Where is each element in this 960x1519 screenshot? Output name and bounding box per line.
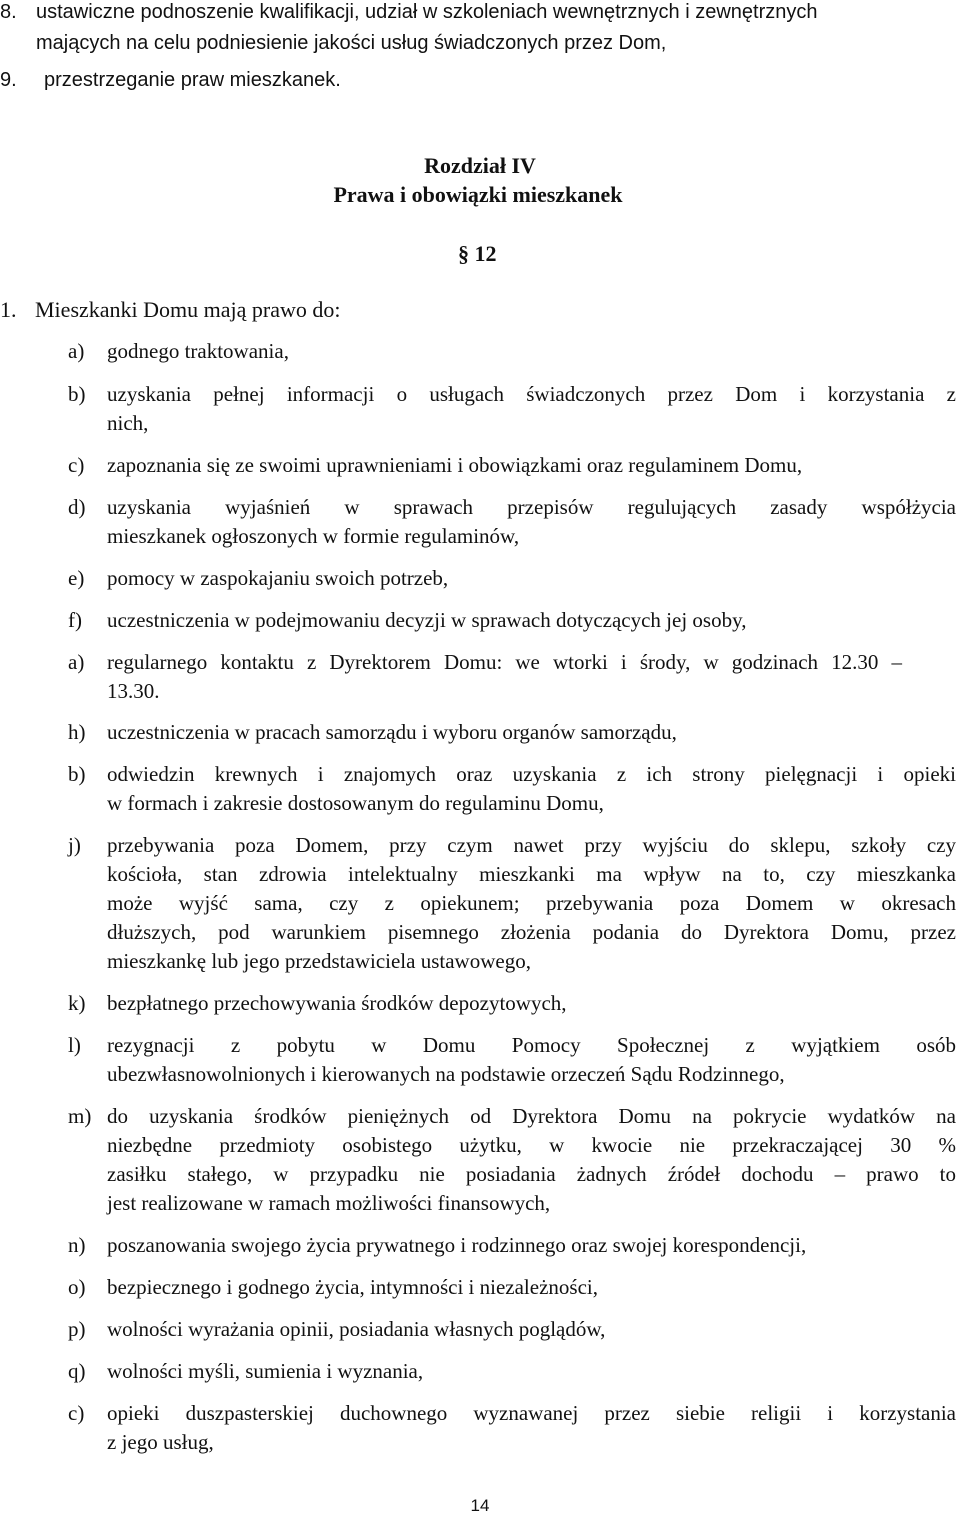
item-line: jest realizowane w ramach możliwości finansowych, <box>107 1191 551 1215</box>
item-label: h) <box>68 720 86 744</box>
section-mark <box>458 241 497 267</box>
item-line: w formach i zakresie dostosowanym do regulaminu Domu, <box>107 791 604 815</box>
item-line: mieszkankę lub jego przedstawiciela ustawowego, <box>107 949 531 973</box>
chapter-title: Rozdział IV <box>424 153 536 178</box>
item-label: q) <box>68 1359 86 1383</box>
list-item-9-line1: przestrzeganie praw mieszkanek. <box>44 69 341 91</box>
item-line: regularnego kontaktu z Dyrektorem Domu: we wtorki i środy, w godzinach 12.30 – <box>107 650 902 674</box>
item-label: b) <box>68 762 86 786</box>
item-line: 13.30. <box>107 679 160 703</box>
item-line: uczestniczenia w pracach samorządu i wyboru organów samorządu, <box>107 720 677 744</box>
item-line: bezpłatnego przechowywania środków depozytowych, <box>107 991 567 1015</box>
item-line: wolności myśli, sumienia i wyznania, <box>107 1359 424 1383</box>
item-line: ubezwłasnowolnionych i kierowanych na podstawie orzeczeń Sądu Rodzinnego, <box>107 1062 785 1086</box>
item-line: z jego usług, <box>107 1430 214 1454</box>
list-number-9: 9. <box>0 69 17 91</box>
item-label: a) <box>68 339 85 363</box>
section-number: 12 <box>474 241 497 266</box>
item-line: mieszkanek ogłoszonych w formie regulaminów, <box>107 524 520 548</box>
item-label: c) <box>68 1401 85 1425</box>
item-label: p) <box>68 1317 86 1341</box>
item-line: opieki duszpasterskiej duchownego wyznawanej przez siebie religii i korzystania <box>107 1401 956 1425</box>
item-label: l) <box>68 1033 81 1057</box>
item-label: f) <box>68 608 82 632</box>
item-label: n) <box>68 1233 86 1257</box>
item-label: c) <box>68 453 85 477</box>
item-line: uzyskania wyjaśnień w sprawach przepisów regulujących zasady współżycia <box>107 495 956 519</box>
item-line: dłuższych, pod warunkiem pisemnego złożenia podania do Dyrektora Domu, przez <box>107 920 956 944</box>
item-label: e) <box>68 566 85 590</box>
list-item-8-line2: mających na celu podniesienie jakości usług świadczonych przez Dom, <box>36 32 667 54</box>
item-line: przebywania poza Domem, przy czym nawet przy wyjściu do sklepu, szkoły czy <box>107 833 956 857</box>
item-line: rezygnacji z pobytu w Domu Pomocy Społecznej z wyjątkiem osób <box>107 1033 956 1057</box>
item-label: a) <box>68 650 85 674</box>
page-number: 14 <box>470 1496 490 1515</box>
item-label: j) <box>68 833 81 857</box>
item-line: nich, <box>107 411 149 435</box>
item-line: godnego traktowania, <box>107 339 289 363</box>
item-line: odwiedzin krewnych i znajomych oraz uzyskania z ich strony pielęgnacji i opieki <box>107 762 956 786</box>
item-line: do uzyskania środków pieniężnych od Dyrektora Domu na pokrycie wydatków na <box>107 1104 956 1128</box>
item-line: uczestniczenia w podejmowaniu decyzji w sprawach dotyczących jej osoby, <box>107 608 747 632</box>
item-line: uzyskania pełnej informacji o usługach świadczonych przez Dom i korzystania z <box>107 382 956 406</box>
chapter-subtitle: Prawa i obowiązki mieszkanek <box>333 182 623 207</box>
item-label: b) <box>68 382 86 406</box>
item-line: zapoznania się ze swoimi uprawnieniami i obowiązkami oraz regulaminem Domu, <box>107 453 803 477</box>
item-line: niezbędne przedmioty osobistego użytku, w kwocie nie przekraczającej 30 % <box>107 1133 956 1157</box>
item-line: poszanowania swojego życia prywatnego i rodzinnego oraz swojej korespondencji, <box>107 1233 807 1257</box>
list-number-8: 8. <box>0 1 17 23</box>
item-line: zasiłku stałego, w przypadku nie posiadania żadnych źródeł dochodu – prawo to <box>107 1162 956 1186</box>
item-line: może wyjść sama, czy z opiekunem; przebywania poza Domem w okresach <box>107 891 956 915</box>
section-sign-icon: § <box>458 241 469 266</box>
point-1-text: Mieszkanki Domu mają prawo do: <box>35 297 341 322</box>
item-line: bezpiecznego i godnego życia, intymności i niezależności, <box>107 1275 598 1299</box>
item-label: o) <box>68 1275 86 1299</box>
list-item-8-line1: ustawiczne podnoszenie kwalifikacji, udział w szkoleniach wewnętrznych i zewnętrznych <box>36 1 818 23</box>
item-label: m) <box>68 1104 92 1128</box>
point-1-number: 1. <box>0 297 17 322</box>
item-label: k) <box>68 991 86 1015</box>
item-line: kościoła, stan zdrowia intelektualny mieszkanki ma wpływ na to, czy mieszkanka <box>107 862 956 886</box>
item-label: d) <box>68 495 86 519</box>
item-line: pomocy w zaspokajaniu swoich potrzeb, <box>107 566 449 590</box>
item-line: wolności wyrażania opinii, posiadania własnych poglądów, <box>107 1317 606 1341</box>
